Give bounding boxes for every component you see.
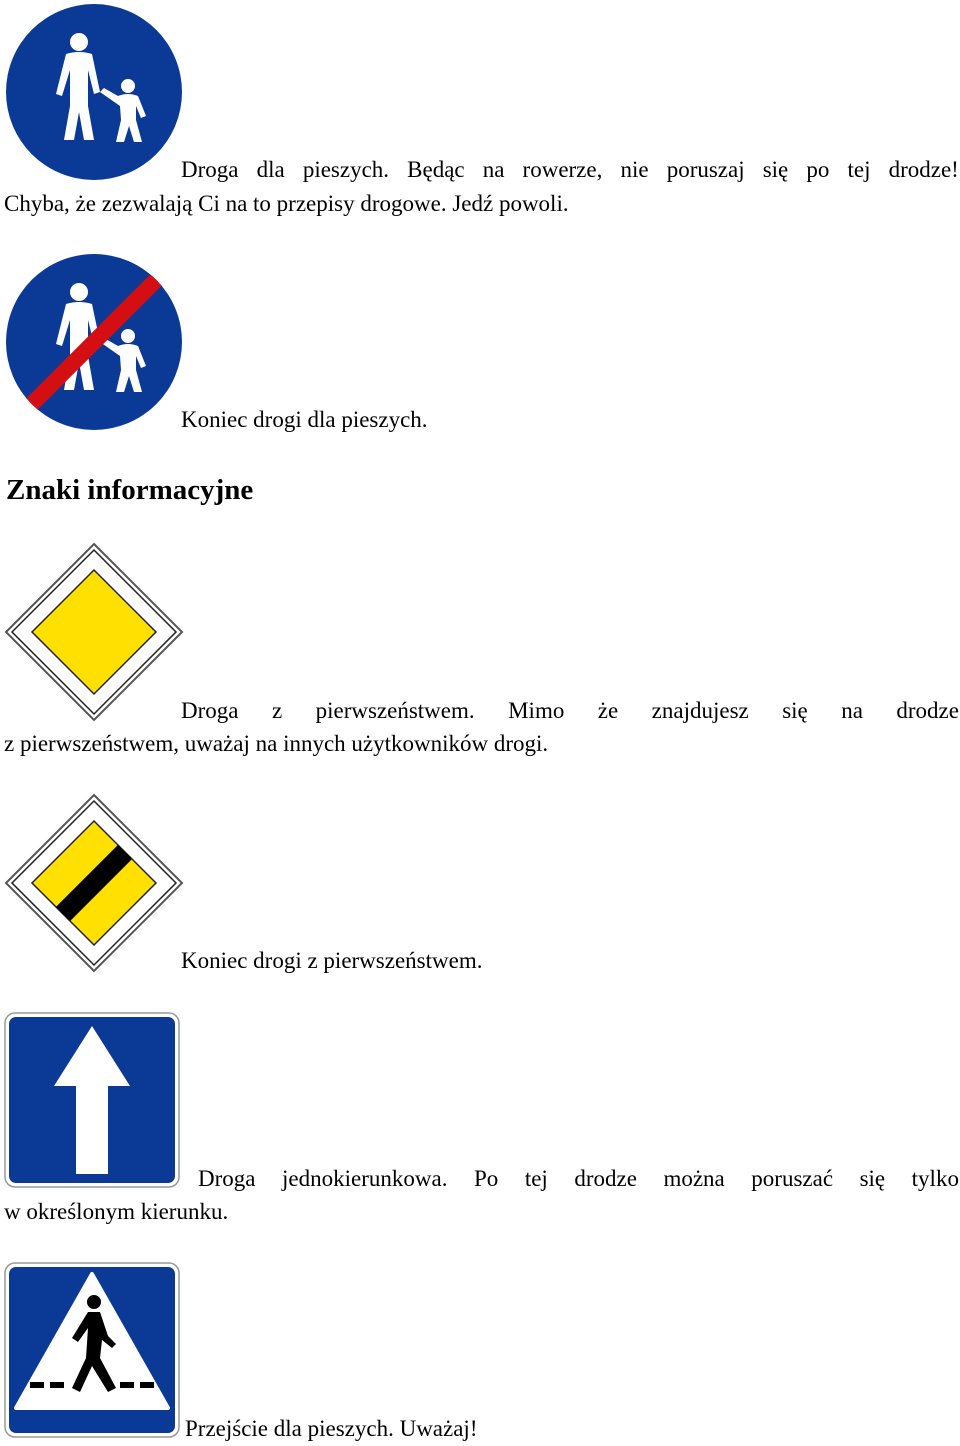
sign-1-text-line-2: Chyba, że zezwalają Ci na to przepisy drogowe. Jedź powoli. xyxy=(4,191,569,216)
section-heading: Znaki informacyjne xyxy=(6,474,254,506)
one-way-road-sign-icon xyxy=(4,1012,180,1188)
end-of-pedestrian-path-sign-icon xyxy=(4,252,184,432)
sign-5-text-line-2: w określonym kierunku. xyxy=(4,1199,229,1224)
sign-3-text-line-2: z pierwszeństwem, uważaj na innych użytkowników drogi. xyxy=(4,731,549,756)
pedestrian-path-sign-icon xyxy=(4,2,184,182)
sign-4-text: Koniec drogi z pierwszeństwem. xyxy=(181,948,483,973)
sign-6-text: Przejście dla pieszych. Uważaj! xyxy=(185,1416,478,1441)
sign-2-text: Koniec drogi dla pieszych. xyxy=(181,407,428,432)
pedestrian-crossing-sign-icon xyxy=(4,1262,180,1438)
sign-5-text-line-1: Droga jednokierunkowa. Po tej drodze można poruszać się tylko xyxy=(198,1166,959,1191)
end-of-priority-road-sign-icon xyxy=(4,793,184,973)
sign-1-text-line-1: Droga dla pieszych. Będąc na rowerze, nie poruszaj się po tej drodze! xyxy=(181,157,959,182)
priority-road-sign-icon xyxy=(4,542,184,722)
sign-3-text-line-1: Droga z pierwszeństwem. Mimo że znajdujesz się na drodze xyxy=(181,698,959,723)
